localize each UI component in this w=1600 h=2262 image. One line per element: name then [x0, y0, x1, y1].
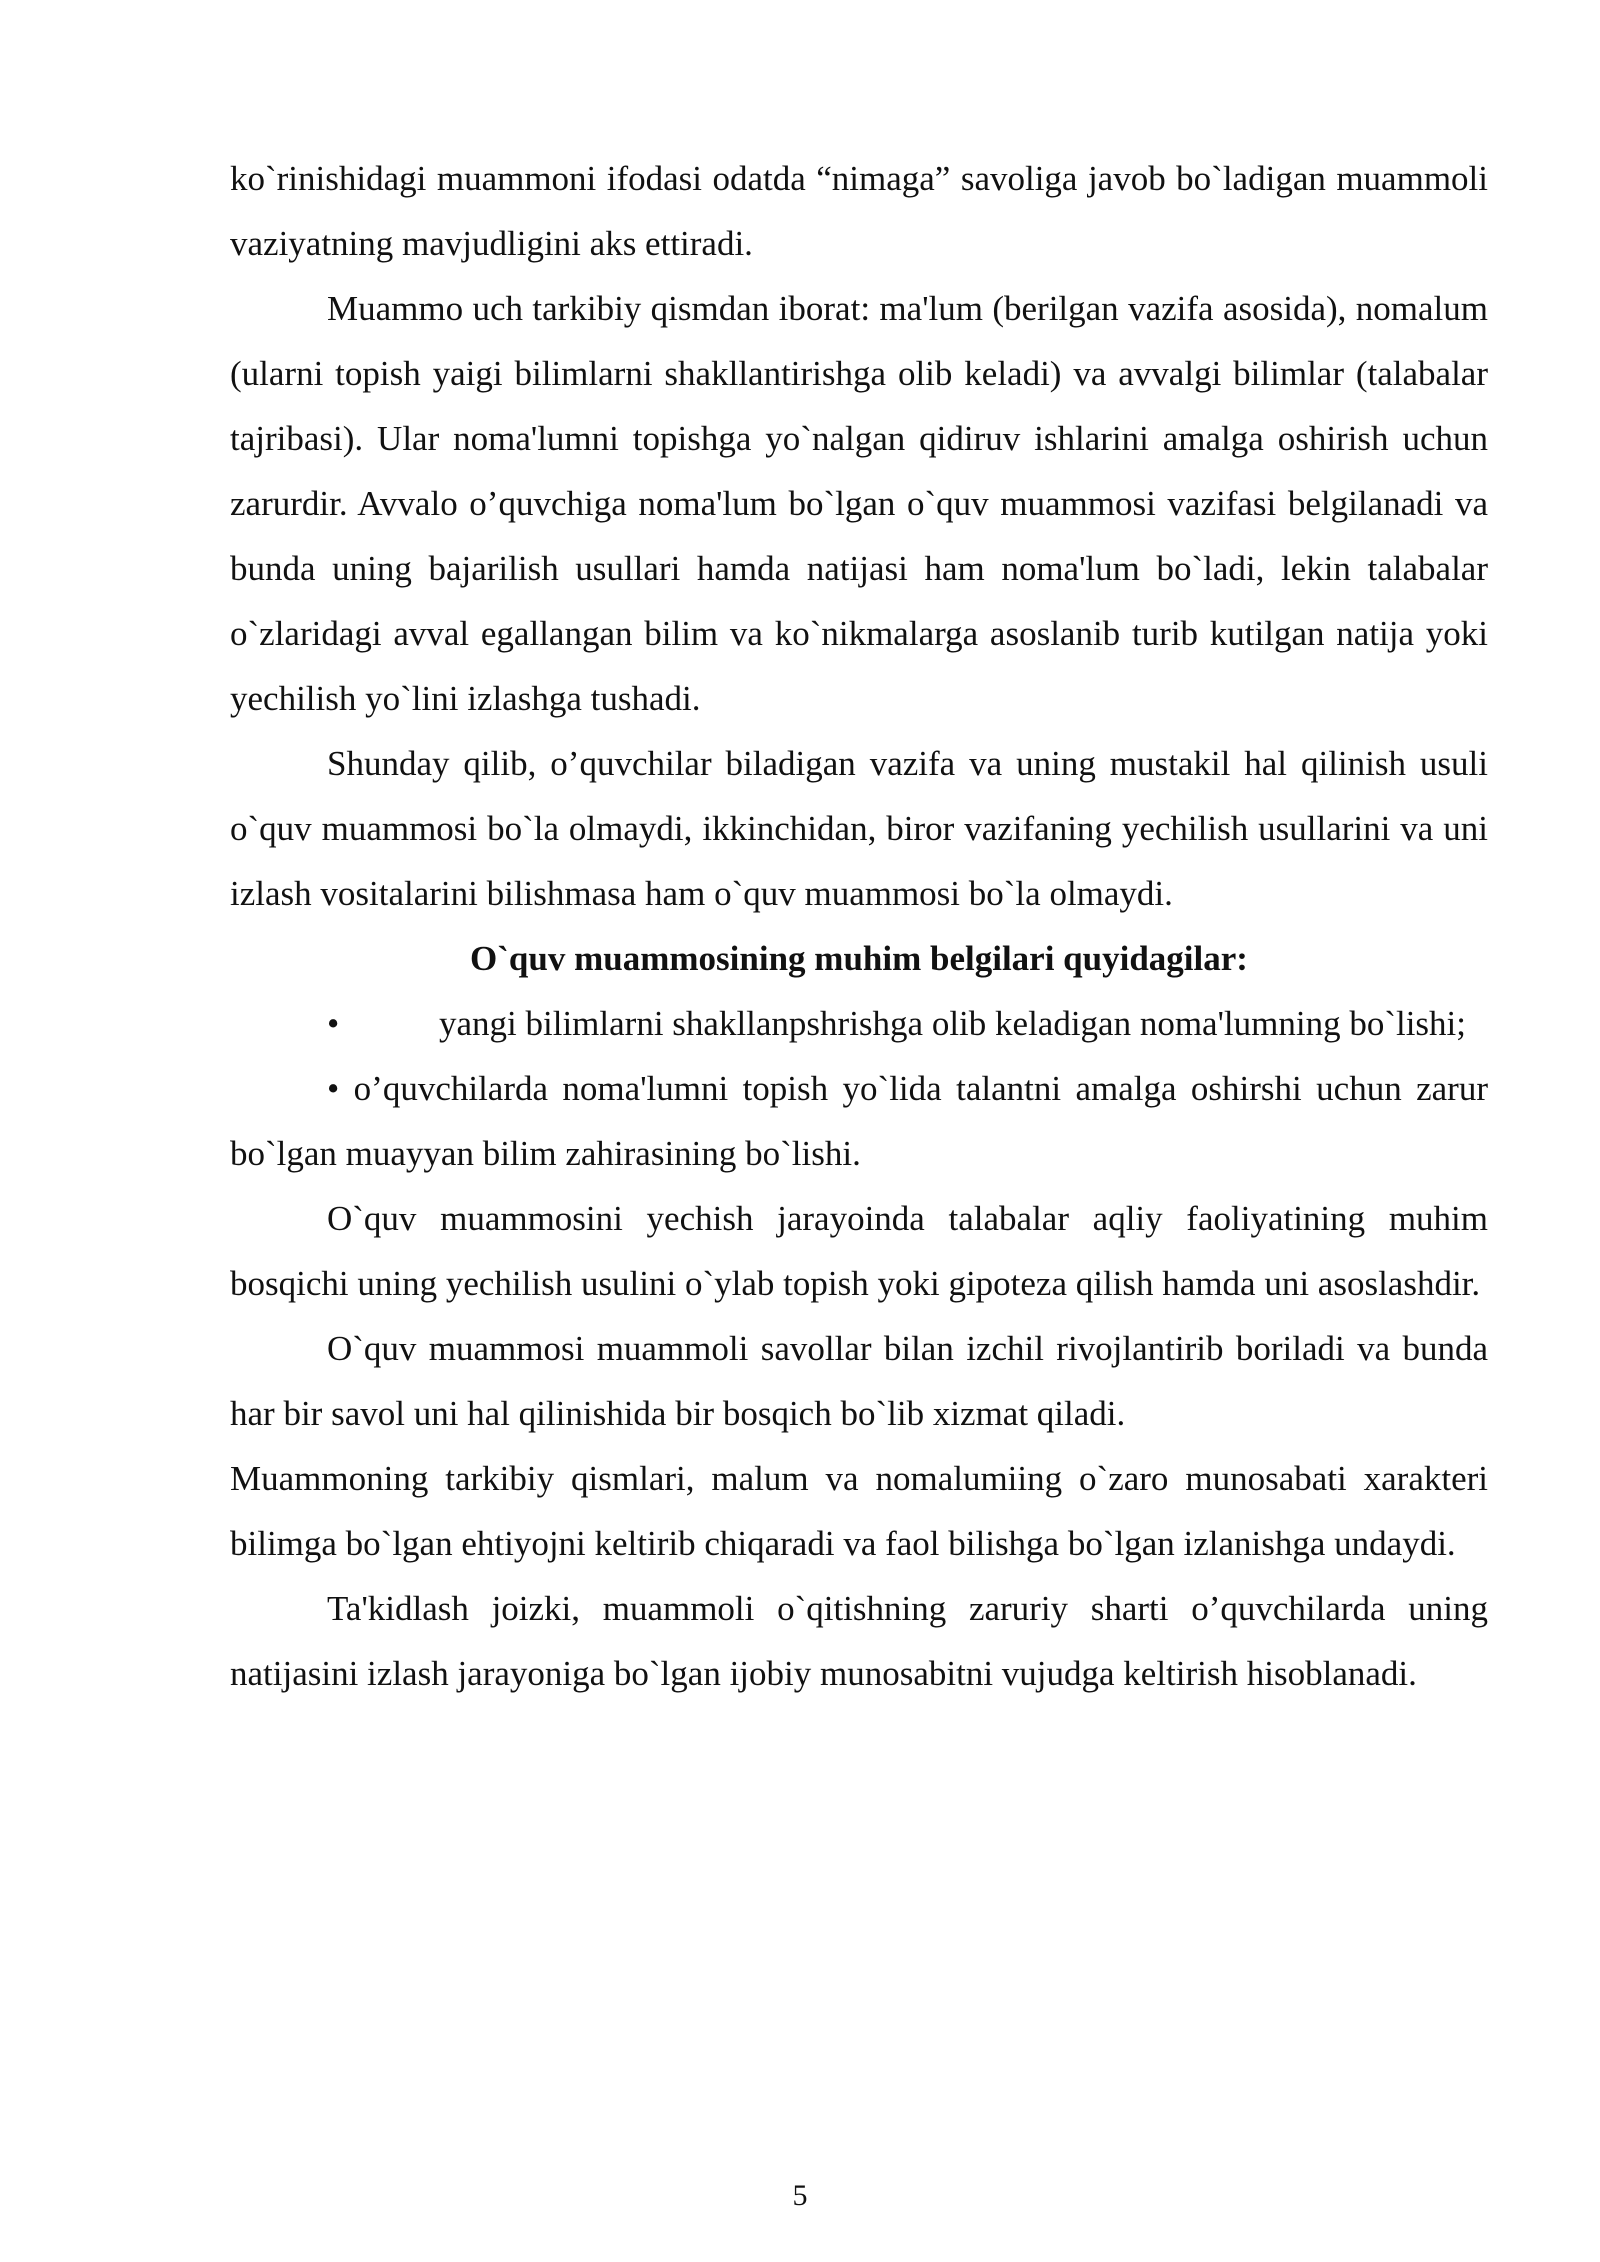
bullet-item: • o’quvchilarda noma'lumni topish yo`lida talantni amalga oshirshi uchun zarur bo`lgan muayyan bilim zahirasining bo`lishi. [230, 1069, 1488, 1173]
bullet-item [230, 991, 1488, 1056]
paragraph: Ta'kidlash joizki, muammoli o`qitishning zaruriy sharti o’quvchilarda uning natijasini izlash jarayoniga bo`lgan ijobiy munosabitni vujudga keltirish hisoblanadi. [230, 1589, 1488, 1693]
section-heading: O`quv muammosining muhim belgilari quyidagilar: [470, 939, 1248, 978]
body-text [230, 146, 1488, 1706]
bullet-text: yangi bilimlarni shakllanpshrishga olib keladigan noma'lumning bo`lishi; [439, 1004, 1466, 1043]
paragraph: Muammo uch tarkibiy qismdan iborat: ma'lum (berilgan vazifa asosida), nomalum (ularni topish yaigi bilimlarni shakllantirishga olib keladi) va avvalgi bilimlar (talabalar tajribasi). Ular noma'lumni topishga yo`nalgan qidiruv ishlarini amalga oshirish uchun zarurdir. Avvalo o’quvchiga noma'lum bo`lgan o`quv muammosi vazifasi belgilanadi va bunda uning bajarilish usullari hamda natijasi ham noma'lum bo`ladi, lekin talabalar o`zlaridagi avval egallangan bilim va ko`nikmalarga asoslanib turib kutilgan natija yoki yechilish yo`lini izlashga tushadi. [230, 289, 1488, 718]
paragraph: O`quv muammosini yechish jarayoinda talabalar aqliy faoliyatining muhim bosqichi uning yechilish usulini o`ylab topish yoki gipoteza qilish hamda uni asoslashdir. [230, 1199, 1488, 1303]
paragraph: Muammoning tarkibiy qismlari, malum va nomalumiing o`zaro munosabati xarakteri bilimga bo`lgan ehtiyojni keltirib chiqaradi va faol bilishga bo`lgan izlanishga undaydi. [230, 1459, 1488, 1563]
page-number: 5 [792, 2179, 808, 2212]
bullet-mark: • [327, 1004, 340, 1043]
paragraph: O`quv muammosi muammoli savollar bilan izchil rivojlantirib boriladi va bunda har bir savol uni hal qilinishida bir bosqich bo`lib xizmat qiladi. [230, 1329, 1488, 1433]
paragraph: ko`rinishidagi muammoni ifodasi odatda “nimaga” savoliga javob bo`ladigan muammoli vaziyatning mavjudligini aks ettiradi. [230, 159, 1488, 263]
paragraph: Shunday qilib, o’quvchilar biladigan vazifa va uning mustakil hal qilinish usuli o`quv muammosi bo`la olmaydi, ikkinchidan, biror vazifaning yechilish usullarini va uni izlash vositalarini bilishmasa ham o`quv muammosi bo`la olmaydi. [230, 744, 1488, 913]
